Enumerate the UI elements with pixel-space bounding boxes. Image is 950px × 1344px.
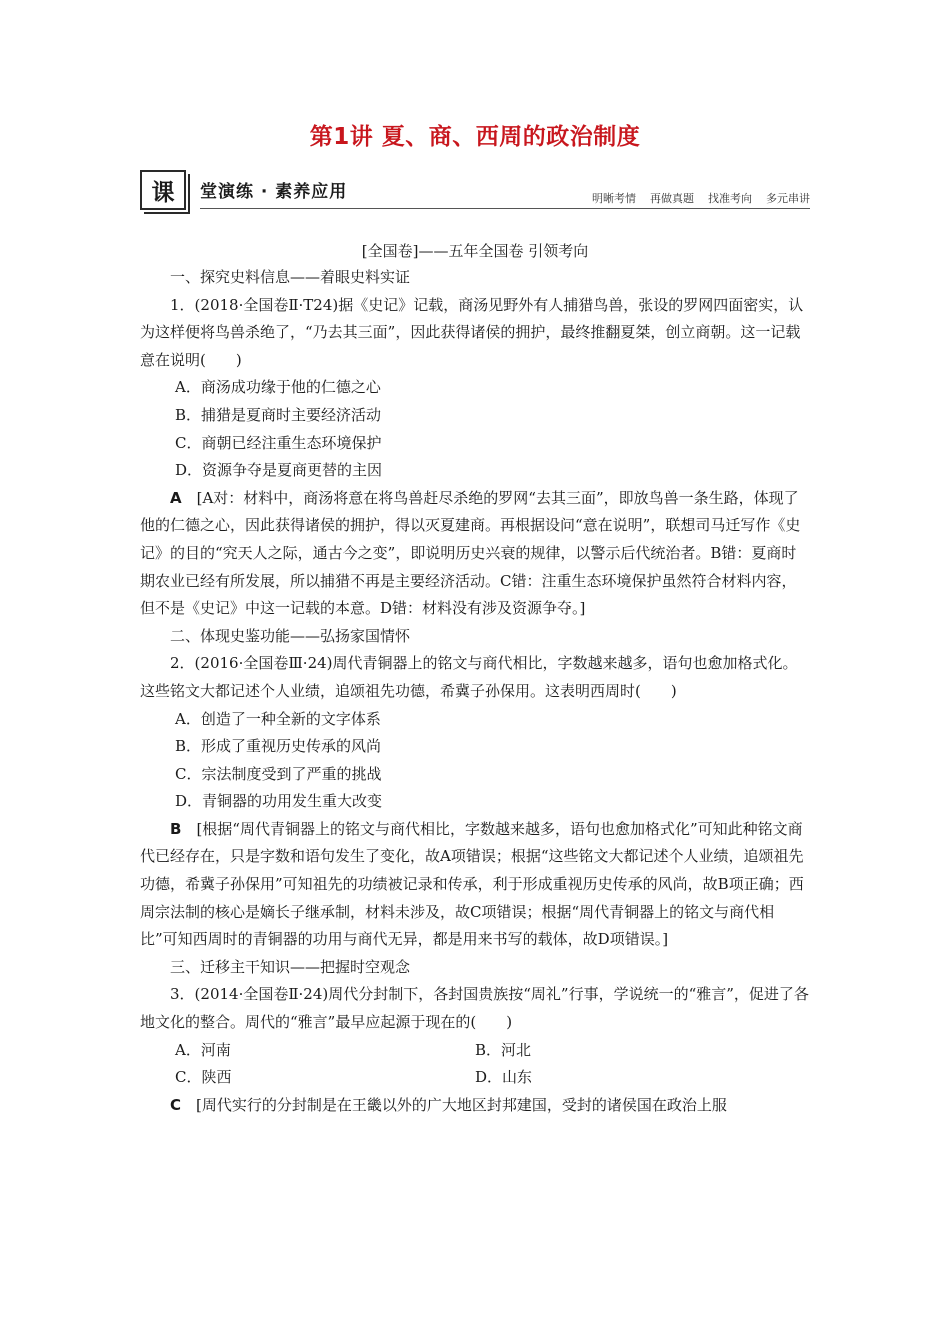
part-heading: 一、探究史料信息——着眼史料实证 [170,268,411,286]
question-3-explanation [140,1092,810,1120]
question-2-option-a: A．创造了一种全新的文字体系 [175,709,381,728]
banner-divider [200,208,810,209]
question-1-option-c: C．商朝已经注重生态环境保护 [175,433,382,452]
question-3-option-b: B．河北 [475,1040,532,1059]
question-3-answer: C [170,1095,182,1114]
question-2-option-d: D．青铜器的功用发生重大改变 [175,792,383,811]
banner-tags [592,190,810,206]
question-3-option-c: C．陕西 [175,1068,232,1087]
banner-box-char: 课 [140,170,186,210]
banner-tag: 再做真题 [650,192,694,205]
banner-tag: 多元串讲 [766,192,810,205]
question-2-stem: 2．(2016·全国卷Ⅲ·24)周代青铜器上的铭文与商代相比，字数越来越多，语句也愈加格式化。这些铭文大都记述个人业绩，追颂祖先功德，希冀子孙保用。这表明西周时( ) [140,654,798,700]
content [140,264,810,1119]
banner-title: 堂演练 · 素养应用 [200,182,348,202]
question-1-stem: 1．(2018·全国卷Ⅱ·T24)据《史记》记载，商汤见野外有人捕猎鸟兽，张设的罗网四面密实，认为这样便将鸟兽杀绝了，“乃去其三面”，因此获得诸侯的拥护，最终推翻夏桀，创立商朝。这一记载意在说明( ) [140,295,804,369]
section-banner [140,170,810,214]
question-2-option-c: C．宗法制度受到了严重的挑战 [175,764,382,783]
question-2-explanation [140,816,810,954]
question-3-options-row [140,1037,810,1065]
part-heading: 三、迁移主干知识——把握时空观念 [170,957,411,976]
question-1-answer: A [170,488,182,507]
question-3-option-d: D．山东 [475,1068,533,1087]
question-1-explanation-text: [A对：材料中，商汤将意在将鸟兽赶尽杀绝的罗网“去其三面”，即放鸟兽一条生路，体现了他的仁德之心，因此获得诸侯的拥护，得以灭夏建商。再根据设问“意在说明”，联想司马迁写作《史记》的目的“究天人之际，通古今之变”，即说明历史兴衰的规律，以警示后代统治者。B错：夏商时期农业已经有所发展，所以捕猎不再是主要经济活动。C错：注重生态环境保护虽然符合材料内容，但不是《史记》中这一记载的本意。D错：材料没有涉及资源争夺。] [140,488,801,618]
question-1-option-b: B．捕猎是夏商时主要经济活动 [175,405,382,424]
question-2-explanation-text: [根据“周代青铜器上的铭文与商代相比，字数越来越多，语句也愈加格式化”可知此种铭文商代已经存在，只是字数和语句发生了变化，故A项错误；根据“这些铭文大都记述个人业绩，追颂祖先功德，希冀子孙保用”可知祖先的功绩被记录和传承，利于形成重视历史传承的风尚，故B项正确；西周宗法制的核心是嫡长子继承制，材料未涉及，故C项错误；根据“周代青铜器上的铭文与商代相比”可知西周时的青铜器的功用与商代无异，都是用来书写的载体，故D项错误。] [140,819,804,949]
question-3-explanation-text: [周代实行的分封制是在王畿以外的广大地区封邦建国，受封的诸侯国在政治上服 [181,1095,727,1114]
question-3-option-a: A．河南 [175,1040,231,1059]
question-1-explanation [140,485,810,623]
banner-tag: 明晰考情 [592,192,636,205]
section-heading: [全国卷]——五年全国卷 引领考向 [361,242,589,260]
question-2-answer: B [170,819,182,838]
question-3-stem: 3．(2014·全国卷Ⅱ·24)周代分封制下，各封国贵族按“周礼”行事，学说统一的“雅言”，促进了各地文化的整合。周代的“雅言”最早应起源于现在的( ) [140,985,809,1032]
question-2-option-b: B．形成了重视历史传承的风尚 [175,737,382,756]
banner-tag: 找准考向 [708,192,752,205]
question-1-option-a: A．商汤成功缘于他的仁德之心 [175,378,381,397]
page-title: 第1讲 夏、商、西周的政治制度 [309,124,641,150]
question-3-options-row [140,1064,810,1092]
part-heading: 二、体现史鉴功能——弘扬家国情怀 [170,626,411,645]
question-1-option-d: D．资源争夺是夏商更替的主因 [175,461,383,480]
